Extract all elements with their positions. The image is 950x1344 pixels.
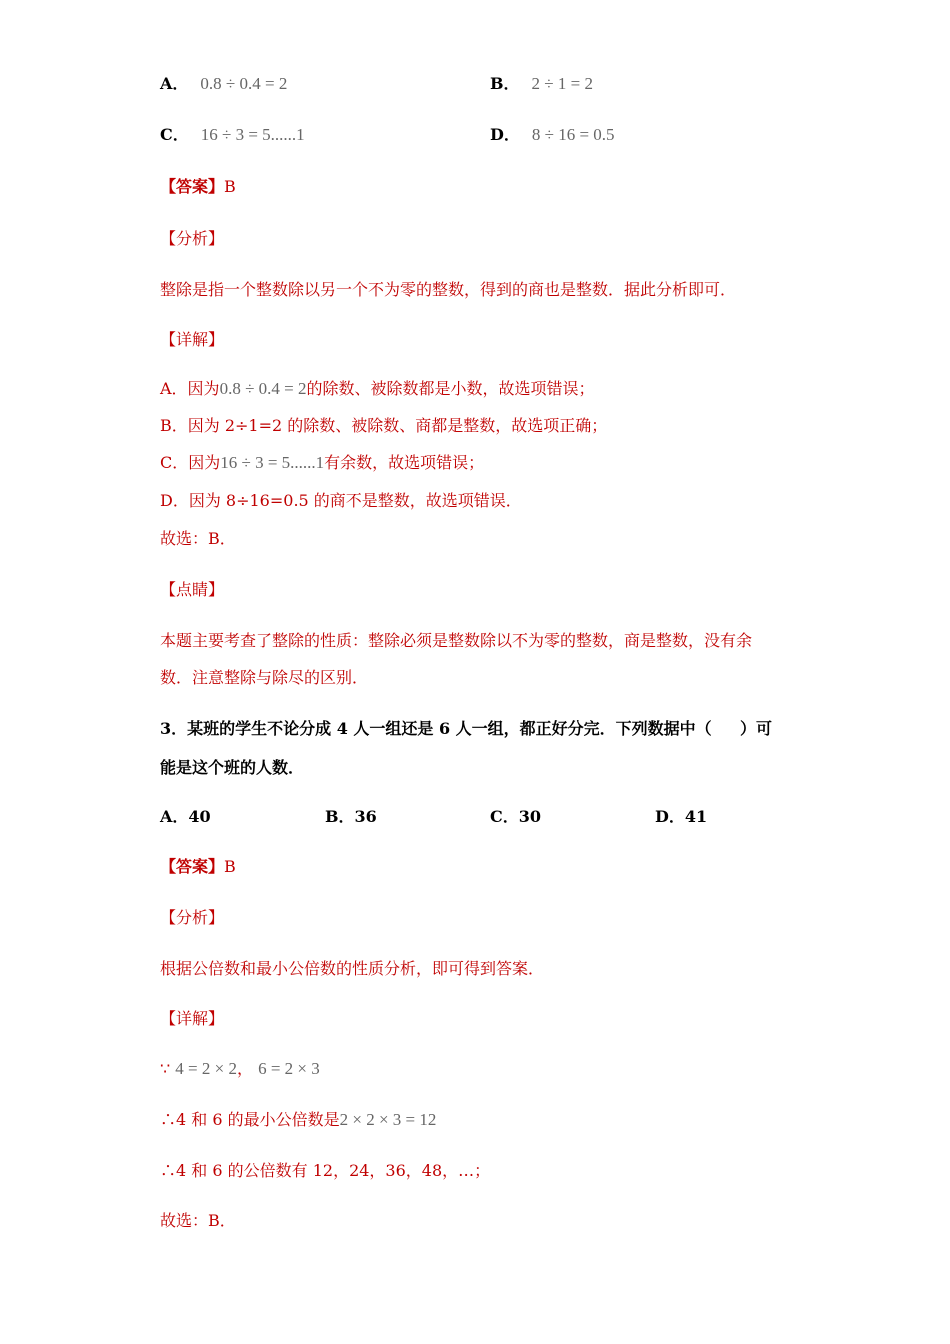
option-expression: 16 ÷ 3 = 5......1 bbox=[200, 125, 305, 144]
answer-bracket-end: ）可 bbox=[740, 719, 773, 738]
option-value: 41 bbox=[684, 807, 708, 826]
answer-line bbox=[160, 175, 236, 199]
because-separator: ， bbox=[236, 1059, 253, 1078]
question-3-stem-line-1 bbox=[160, 717, 790, 741]
option-expression: 8 ÷ 16 = 0.5 bbox=[531, 125, 615, 144]
q3-answer-line bbox=[160, 855, 236, 879]
option-label: A． bbox=[160, 74, 189, 93]
option-a bbox=[160, 72, 287, 96]
lcm-prefix: ∴4 和 6 的最小公倍数是 bbox=[160, 1110, 340, 1129]
option-label: C． bbox=[160, 125, 189, 144]
answer-value: B bbox=[224, 177, 236, 196]
q3-option-d bbox=[655, 805, 707, 829]
option-label: B． bbox=[490, 74, 520, 93]
q3-detail-choose: 故选：B． bbox=[160, 1211, 236, 1230]
q3-option-c bbox=[490, 805, 541, 829]
detail-math: 0.8 ÷ 0.4 = 2 bbox=[219, 379, 307, 398]
detail-suffix: 有余数，故选项错误； bbox=[324, 453, 485, 472]
analysis-tag: 【分析】 bbox=[160, 229, 225, 248]
q3-detail-multiples: ∴4 和 6 的公倍数有 12，24，36，48，…； bbox=[160, 1161, 491, 1180]
answer-tag: 【答案】 bbox=[160, 857, 225, 876]
option-label: C． bbox=[490, 807, 519, 826]
option-c bbox=[160, 123, 305, 147]
analysis-text: 整除是指一个整数除以另一个不为零的整数，得到的商也是整数．据此分析即可． bbox=[160, 280, 737, 299]
answer-tag: 【答案】 bbox=[160, 177, 225, 196]
detail-line-a bbox=[160, 377, 595, 401]
option-label: D． bbox=[490, 125, 520, 144]
detail-line-c bbox=[160, 451, 484, 475]
option-label: A． bbox=[160, 807, 189, 826]
comment-tag: 【点睛】 bbox=[160, 580, 225, 599]
detail-line-b: B．因为 2÷1=2 的除数、被除数、商都是整数，故选项正确； bbox=[160, 416, 608, 435]
detail-tag: 【详解】 bbox=[160, 330, 225, 349]
answer-value: B bbox=[224, 857, 236, 876]
option-value: 40 bbox=[188, 807, 211, 826]
q3-option-a bbox=[160, 805, 211, 829]
question-stem-text: 3．某班的学生不论分成 4 人一组还是 6 人一组，都正好分完．下列数据中（ bbox=[160, 719, 712, 738]
option-label: B． bbox=[325, 807, 355, 826]
option-b bbox=[490, 72, 593, 96]
option-label: D． bbox=[655, 807, 685, 826]
q3-option-b bbox=[325, 805, 377, 829]
q3-analysis-tag: 【分析】 bbox=[160, 908, 225, 927]
q3-analysis-text: 根据公倍数和最小公倍数的性质分析，即可得到答案． bbox=[160, 959, 545, 978]
option-d bbox=[490, 123, 615, 147]
because-math-1: 4 = 2 × 2 bbox=[175, 1059, 237, 1078]
because-math-2: 6 = 2 × 3 bbox=[258, 1059, 320, 1078]
q3-detail-tag: 【详解】 bbox=[160, 1009, 225, 1028]
option-expression: 2 ÷ 1 = 2 bbox=[531, 74, 593, 93]
question-3-stem-line-2: 能是这个班的人数． bbox=[160, 758, 305, 777]
detail-prefix: A．因为 bbox=[160, 379, 220, 398]
q3-detail-because bbox=[160, 1057, 320, 1081]
detail-math: 16 ÷ 3 = 5......1 bbox=[220, 453, 325, 472]
because-symbol: ∵ bbox=[160, 1059, 171, 1078]
detail-line-d: D．因为 8÷16=0.5 的商不是整数，故选项错误． bbox=[160, 491, 522, 510]
option-value: 36 bbox=[354, 807, 377, 826]
detail-suffix: 的除数、被除数都是小数，故选项错误； bbox=[306, 379, 595, 398]
lcm-math: 2 × 2 × 3 = 12 bbox=[339, 1110, 437, 1129]
detail-choose: 故选：B． bbox=[160, 529, 236, 548]
comment-line-2: 数．注意整除与除尽的区别． bbox=[160, 668, 369, 687]
option-value: 30 bbox=[518, 807, 542, 826]
comment-line-1: 本题主要考查了整除的性质：整除必须是整数除以不为零的整数，商是整数，没有余 bbox=[160, 631, 753, 650]
detail-prefix: C．因为 bbox=[160, 453, 221, 472]
option-expression: 0.8 ÷ 0.4 = 2 bbox=[200, 74, 288, 93]
q3-detail-lcm bbox=[160, 1108, 436, 1132]
